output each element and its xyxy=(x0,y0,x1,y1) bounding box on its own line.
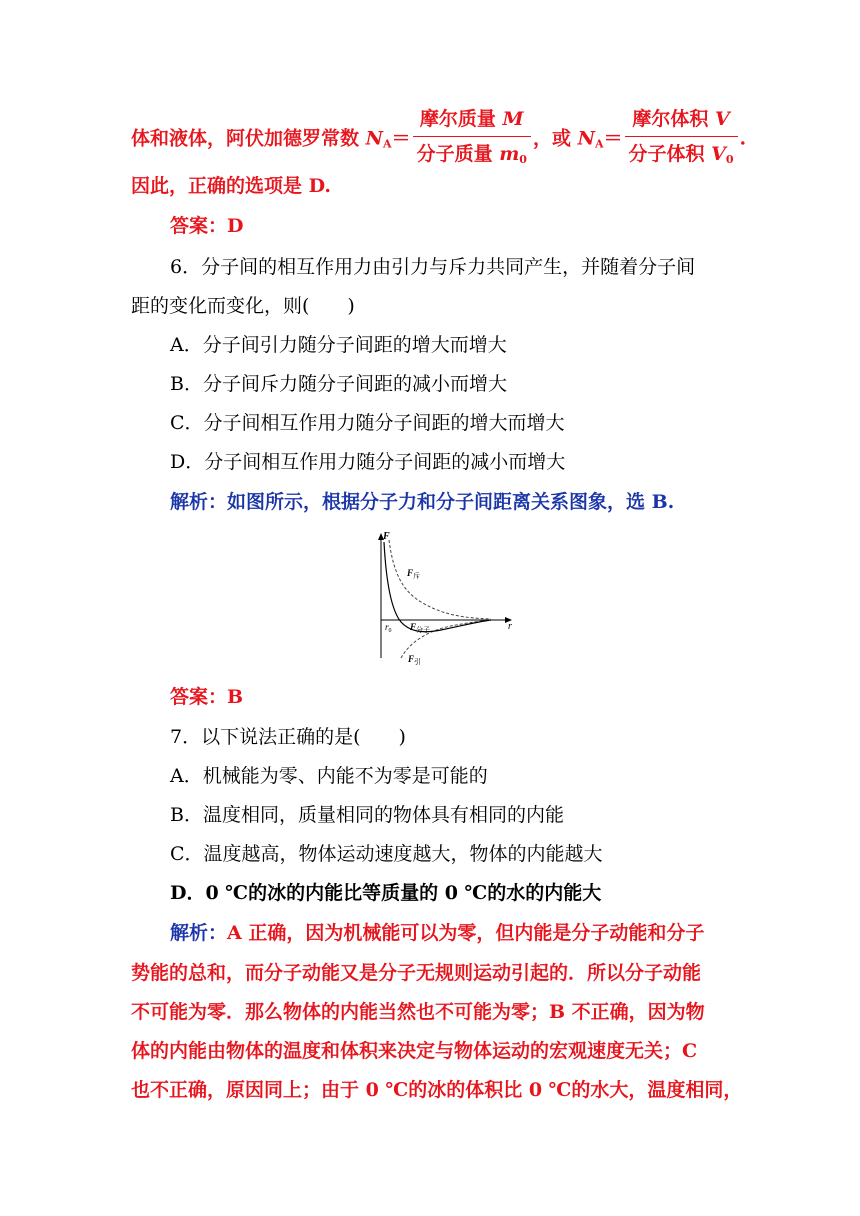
q7-option-c: C．温度越高，物体运动速度越大，物体的内能越大 xyxy=(170,843,603,865)
conclusion-line: 因此，正确的选项是 D. xyxy=(131,175,332,197)
label-f-molecular: $F_{分子}$ xyxy=(410,622,431,634)
formula-end: . xyxy=(739,127,747,150)
label-f: F xyxy=(383,531,390,542)
q7-analysis-line2: 势能的总和，而分子动能又是分子无规则运动引起的．所以分子动能 xyxy=(131,962,702,984)
label-f-repulsion: $F_斥$ xyxy=(407,568,421,580)
q7-stem: 7．以下说法正确的是( ) xyxy=(170,726,406,748)
q6-stem-line2: 距的变化而变化，则( ) xyxy=(131,295,355,317)
q6-option-b: B．分子间斥力随分子间距的减小而增大 xyxy=(170,373,507,395)
frac2-denominator-var: V xyxy=(711,143,726,165)
frac1-numerator-var: M xyxy=(502,108,524,130)
q6-analysis: 解析：如图所示，根据分子力和分子间距离关系图象，选 B. xyxy=(170,491,675,513)
q6-option-c: C．分子间相互作用力随分子间距的增大而增大 xyxy=(170,412,565,434)
q7-analysis-line5: 也不正确，原因同上；由于 0 ℃的冰的体积比 0 ℃的水大，温度相同， xyxy=(131,1079,743,1101)
frac2-numerator-text: 摩尔体积 xyxy=(632,108,715,130)
repulsion-curve xyxy=(389,540,491,619)
label-r0: $r_0$ xyxy=(385,622,392,634)
q7-option-b: B．温度相同，质量相同的物体具有相同的内能 xyxy=(170,804,564,826)
q7-analysis-line1 xyxy=(170,921,704,945)
label-f-attraction: $F_引$ xyxy=(408,654,422,666)
resultant-curve xyxy=(384,542,491,632)
frac1-denominator-var: m xyxy=(499,143,520,165)
na-subscript-2: A xyxy=(594,137,604,151)
q7-analysis-line4: 体的内能由物体的温度和体积来决定与物体运动的宏观速度无关；C xyxy=(131,1040,698,1062)
equals-sign: ＝ xyxy=(391,127,411,150)
na-subscript: A xyxy=(383,137,392,151)
molecular-force-graph xyxy=(371,530,521,670)
frac2-denominator-text: 分子体积 xyxy=(628,143,712,165)
q7-option-a: A．机械能为零、内能不为零是可能的 xyxy=(170,765,488,787)
q6-stem-line1: 6．分子间的相互作用力由引力与斥力共同产生，并随着分子间 xyxy=(170,256,696,278)
frac1-denominator-sub: 0 xyxy=(519,153,527,166)
frac1-numerator-text: 摩尔质量 xyxy=(419,108,503,130)
formula-prefix: 体和液体，阿伏加德罗常数 xyxy=(131,127,366,150)
frac2-numerator-var: V xyxy=(714,108,730,130)
q6-option-d: D．分子间相互作用力随分子间距的减小而增大 xyxy=(170,451,566,473)
frac2-denominator-sub: 0 xyxy=(725,153,734,166)
frac1-denominator-text: 分子质量 xyxy=(416,143,500,165)
formula-mid: ，或 xyxy=(532,127,578,150)
fraction-molar-mass xyxy=(413,104,531,175)
formula-line xyxy=(131,104,746,175)
answer-q5: 答案：D xyxy=(170,215,244,237)
q6-option-a: A．分子间引力随分子间距的增大而增大 xyxy=(170,334,507,356)
na-symbol: N xyxy=(365,127,383,150)
label-r: r xyxy=(508,621,512,632)
answer-q6: 答案：B xyxy=(170,686,244,708)
fraction-molar-volume xyxy=(625,104,738,175)
q7-analysis-label: 解析： xyxy=(170,922,228,944)
q7-analysis-line3: 不可能为零．那么物体的内能当然也不可能为零；B 不正确，因为物 xyxy=(131,1001,705,1023)
q7-option-d: D．0 ℃的冰的内能比等质量的 0 ℃的水的内能大 xyxy=(170,882,602,904)
equals-sign-2: ＝ xyxy=(603,127,623,150)
na-symbol-2: N xyxy=(577,127,595,150)
q7-analysis-text1: A 正确，因为机械能可以为零，但内能是分子动能和分子 xyxy=(227,922,705,944)
